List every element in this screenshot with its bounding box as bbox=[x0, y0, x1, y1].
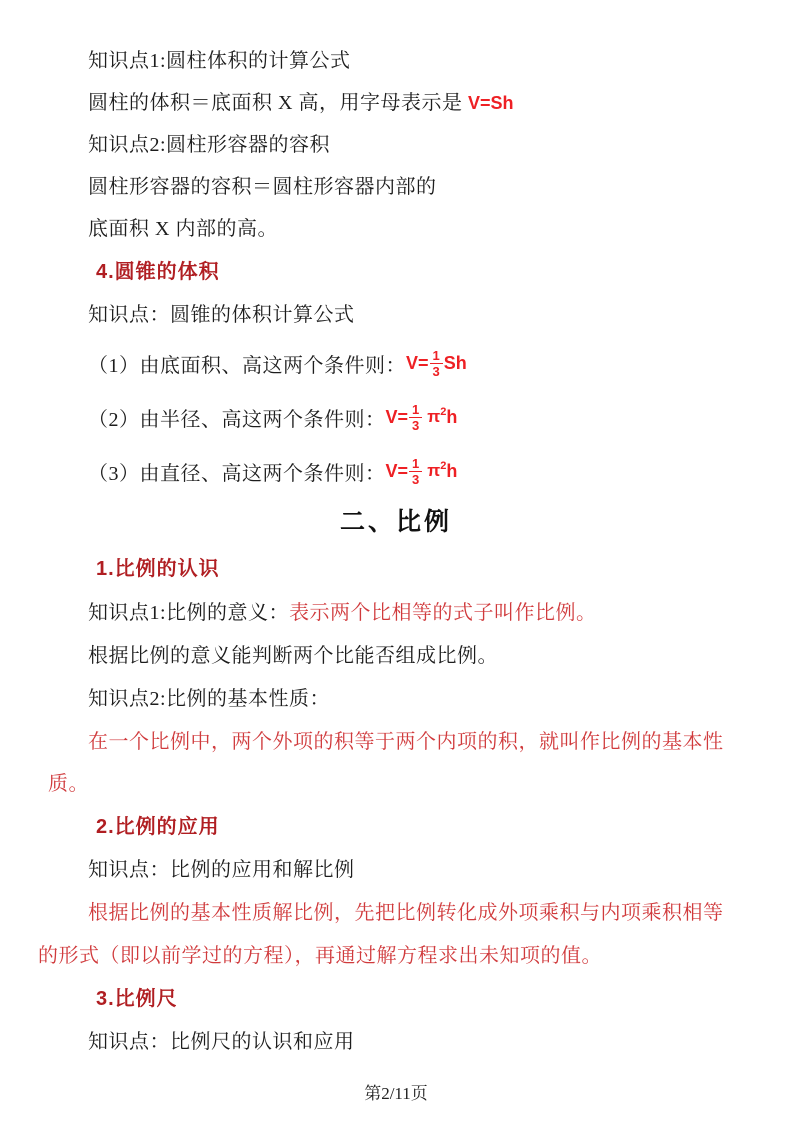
fraction bbox=[409, 403, 422, 432]
scale-kp-line: 知识点：比例尺的认识和应用 bbox=[88, 1031, 355, 1053]
method-paragraph-line2: 的形式（即以前学过的方程），再通过解方程求出未知项的值。 bbox=[38, 945, 602, 967]
cylinder-volume-line bbox=[88, 82, 745, 124]
formula-exponent: 2 bbox=[440, 459, 447, 472]
property-paragraph-line2: 质。 bbox=[48, 773, 89, 795]
cylinder-capacity-line2: 底面积 X 内部的高。 bbox=[88, 218, 278, 240]
cone-item-3 bbox=[88, 444, 745, 498]
recognition-kp1-definition: 表示两个比相等的式子叫作比例。 bbox=[289, 602, 597, 624]
fraction-numerator: 1 bbox=[409, 457, 422, 472]
formula-tail: h bbox=[446, 460, 458, 481]
fraction-numerator: 1 bbox=[430, 349, 443, 364]
property-paragraph-line1: 在一个比例中，两个外项的积等于两个内项的积，就叫作比例的基本性 bbox=[88, 731, 724, 753]
formula-lead: V= bbox=[385, 460, 409, 481]
cone-item-3-formula bbox=[386, 457, 458, 486]
cone-item-2-formula bbox=[386, 403, 458, 432]
recognition-kp2-line: 知识点2:比例的基本性质： bbox=[88, 688, 331, 710]
cone-item-1-label: （1）由底面积、高这两个条件则： bbox=[88, 354, 406, 377]
formula-tail: h bbox=[446, 406, 458, 427]
cylinder-kp1-line: 知识点1:圆柱体积的计算公式 bbox=[88, 50, 351, 72]
recognition-kp1-label: 知识点1:比例的意义： bbox=[88, 602, 290, 624]
formula-tail: Sh bbox=[443, 352, 467, 373]
formula-exponent: 2 bbox=[440, 405, 447, 418]
recognition-judge-line: 根据比例的意义能判断两个比能否组成比例。 bbox=[88, 645, 498, 667]
fraction-denominator: 3 bbox=[412, 471, 420, 487]
fraction bbox=[409, 457, 422, 486]
fraction bbox=[430, 349, 443, 378]
cylinder-volume-text: 圆柱的体积＝底面积 X 高，用字母表示是 bbox=[88, 92, 468, 114]
cone-item-3-label: （3）由直径、高这两个条件则： bbox=[88, 462, 386, 485]
scale-section-heading: 3.比例尺 bbox=[96, 988, 178, 1010]
fraction-denominator: 3 bbox=[432, 363, 440, 379]
formula-lead: V= bbox=[385, 406, 409, 427]
cone-section-heading: 4.圆锥的体积 bbox=[96, 261, 220, 283]
application-section-heading: 2.比例的应用 bbox=[96, 816, 220, 838]
cone-item-2-label: （2）由半径、高这两个条件则： bbox=[88, 408, 386, 431]
cylinder-capacity-line1: 圆柱形容器的容积＝圆柱形容器内部的 bbox=[88, 176, 437, 198]
formula-lead: V= bbox=[406, 352, 429, 373]
cone-kp-line: 知识点：圆锥的体积计算公式 bbox=[88, 304, 355, 326]
cone-item-1 bbox=[88, 336, 745, 390]
fraction-numerator: 1 bbox=[409, 403, 422, 418]
recognition-section-heading: 1.比例的认识 bbox=[96, 558, 220, 580]
application-kp-line: 知识点：比例的应用和解比例 bbox=[88, 859, 355, 881]
fraction-denominator: 3 bbox=[412, 417, 420, 433]
formula-pi: π bbox=[427, 461, 441, 480]
cylinder-kp2-line: 知识点2:圆柱形容器的容积 bbox=[88, 134, 331, 156]
page-number: 第2/11页 bbox=[364, 1084, 428, 1103]
recognition-kp1-line bbox=[88, 592, 745, 635]
chapter-title: 二、比例 bbox=[339, 508, 452, 536]
cone-item-2 bbox=[88, 390, 745, 444]
formula-pi: π bbox=[427, 407, 441, 426]
cylinder-volume-formula: V=Sh bbox=[467, 93, 514, 113]
method-paragraph-line1: 根据比例的基本性质解比例，先把比例转化成外项乘积与内项乘积相等 bbox=[88, 902, 724, 924]
cone-item-1-formula bbox=[406, 349, 467, 378]
